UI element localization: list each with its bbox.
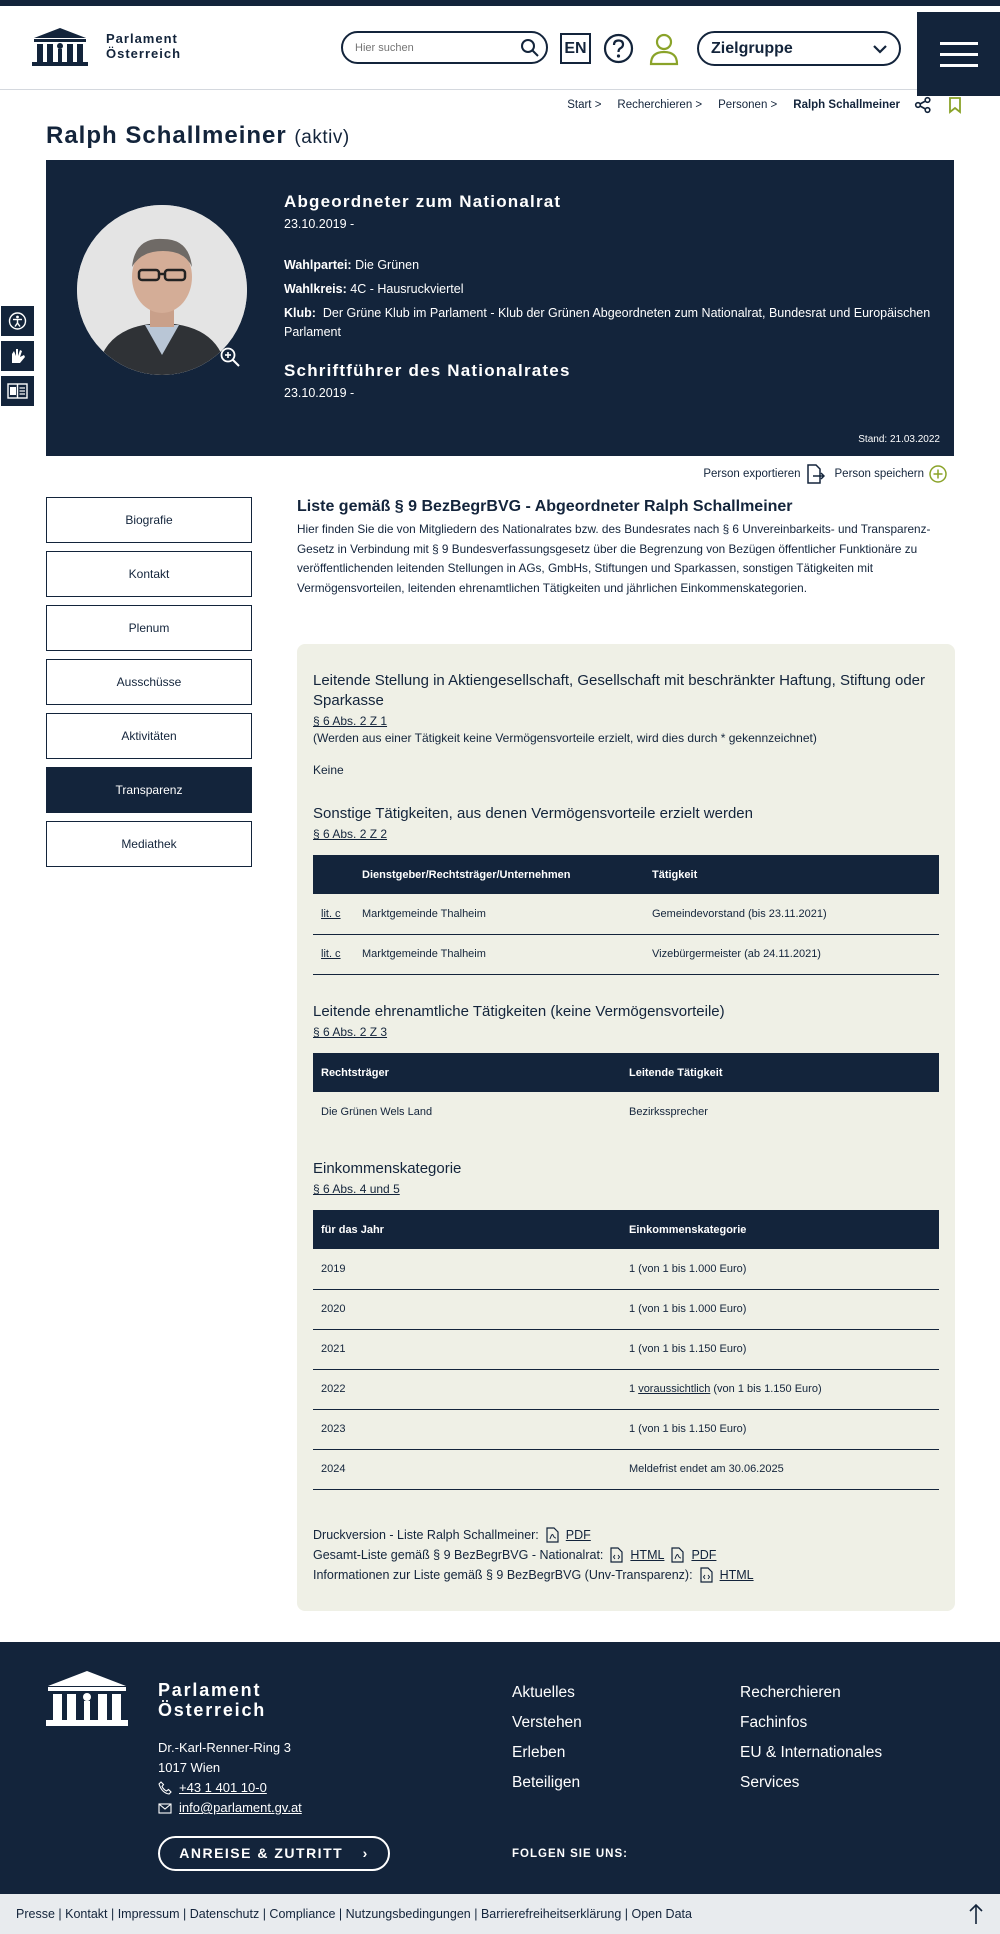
phone-link[interactable]: +43 1 401 10-0 [179, 1780, 267, 1795]
download-line-info [313, 1565, 939, 1585]
download-overall-html-link[interactable]: HTML [630, 1548, 665, 1562]
table-cell-category: Meldefrist endet am 30.06.2025 [621, 1449, 939, 1489]
role1-date: 23.10.2019 - [284, 217, 355, 231]
help-icon[interactable] [603, 33, 634, 64]
hamburger-line [940, 53, 978, 56]
audience-select-label: Zielgruppe [711, 39, 793, 57]
footer-link-fachinfos[interactable]: Fachinfos [740, 1714, 808, 1731]
section3-title: Leitende ehrenamtliche Tätigkeiten (keine Vermögensvorteile) [313, 1003, 725, 1020]
footer-address [158, 1738, 302, 1818]
table-cell-year: 2022 [313, 1369, 621, 1409]
download-info-label: Informationen zur Liste gemäß § 9 BezBegrBVG (Unv-Transparenz): [313, 1568, 693, 1582]
table-row [313, 1092, 939, 1132]
download-print-label: Druckversion - Liste Ralph Schallmeiner: [313, 1528, 539, 1542]
person-name: Ralph Schallmeiner [46, 122, 287, 149]
pdf-file-icon[interactable] [545, 1527, 560, 1543]
person-details [284, 256, 934, 342]
table-header-activity: Leitende Tätigkeit [621, 1053, 939, 1092]
footer-link-services[interactable]: Services [740, 1774, 800, 1791]
subnav-aktivitaeten[interactable]: Aktivitäten [46, 713, 252, 759]
transparency-intro-text: Hier finden Sie die von Mitgliedern des Nationalrates bzw. des Bundesrates nach § 6 Unvereinbarkeits- und Transparenz-Gesetz in Verbindung mit § 9 Bundesverfassungsgesetz über die Begrenzung von Bezügen öffentlicher Funktionäre zu veröffentlichenden leitenden Stellungen in AGs, GmbHs, Stiftungen und Sparkassen, sonstigen Tätigkeiten mit Vermögensvorteilen, leitenden ehrenamtlichen Tätigkeiten und jährlichen Einkommenskategorien. [297, 522, 931, 595]
site-header [0, 6, 1000, 90]
parliament-logo-icon[interactable] [46, 1668, 128, 1726]
breadcrumb-start[interactable]: Start > [567, 99, 602, 111]
legal-link-open-data[interactable]: Open Data [631, 1907, 692, 1921]
legal-links: Presse | Kontakt | Impressum | Datenschutz | Compliance | Nutzungsbedingungen | Barrierefreiheitserklärung | Open Data [16, 1907, 692, 1921]
section2-table [313, 855, 939, 975]
role-nationalrat [284, 192, 561, 231]
html-file-icon[interactable] [699, 1567, 714, 1583]
site-footer [0, 1642, 1000, 1894]
transparency-list-box [297, 644, 955, 1611]
book-icon [1, 376, 34, 406]
subnav-plenum[interactable]: Plenum [46, 605, 252, 651]
person-hero [46, 160, 954, 456]
section2-title: Sonstige Tätigkeiten, aus denen Vermögensvorteile erzielt werden [313, 805, 753, 822]
club-row [284, 304, 934, 342]
section4-title: Einkommenskategorie [313, 1160, 462, 1177]
footer-wordmark [158, 1680, 266, 1720]
phone-row [158, 1778, 302, 1798]
breadcrumb-personen[interactable]: Personen > [718, 99, 778, 111]
table-cell-org: Marktgemeinde Thalheim [354, 894, 644, 934]
subnav-kontakt[interactable]: Kontakt [46, 551, 252, 597]
category-range: (von 1 bis 1.150 Euro) [710, 1383, 822, 1395]
directions-access-button[interactable] [158, 1836, 390, 1871]
pdf-file-icon[interactable] [670, 1547, 685, 1563]
table-cell-year: 2020 [313, 1289, 621, 1329]
transparency-intro [297, 498, 955, 598]
data-as-of-date: Stand: 21.03.2022 [858, 434, 940, 445]
html-file-icon[interactable] [609, 1547, 624, 1563]
legal-link-kontakt[interactable]: Kontakt [65, 1907, 108, 1921]
phone-icon [158, 1781, 172, 1795]
sign-language-icon[interactable] [0, 340, 35, 372]
footer-name-line1: Parlament [158, 1680, 262, 1700]
chevron-right-icon: › [362, 1845, 369, 1861]
table-cell-year: 2023 [313, 1409, 621, 1449]
legal-links-bar [0, 1894, 1000, 1934]
follow-us-label: FOLGEN SIE UNS: [512, 1848, 628, 1860]
table-row [313, 1249, 939, 1289]
breadcrumb-current: Ralph Schallmeiner [793, 99, 900, 111]
footer-nav-col1 [512, 1678, 582, 1798]
table-cell-activity: Bezirkssprecher [629, 1106, 708, 1118]
zoom-in-icon[interactable] [219, 346, 241, 368]
table-cell-activity: Vizebürgermeister (ab 24.11.2021) [644, 934, 939, 974]
transparency-heading: Liste gemäß § 9 BezBegrBVG - Abgeordneter Ralph Schallmeiner [297, 498, 793, 515]
table-header-org: Dienstgeber/Rechtsträger/Unternehmen [354, 855, 644, 894]
role-schriftfuehrer [284, 361, 571, 400]
footer-link-verstehen[interactable]: Verstehen [512, 1714, 582, 1731]
logo-line2: Österreich [106, 46, 182, 61]
person-subnav [46, 497, 252, 875]
section1-note: (Werden aus einer Tätigkeit keine Vermögensvorteile erzielt, wird dies durch * gekennzeichnet) [313, 731, 817, 745]
mail-icon [158, 1801, 172, 1815]
person-status: (aktiv) [294, 127, 350, 148]
add-circle-icon[interactable] [928, 464, 948, 484]
download-overall-pdf-link[interactable]: PDF [691, 1548, 717, 1562]
expected-link[interactable]: voraussichtlich [638, 1383, 711, 1395]
role2-title: Schriftführer des Nationalrates [284, 361, 571, 380]
table-cell-category: 1 (von 1 bis 1.000 Euro) [621, 1289, 939, 1329]
export-document-icon[interactable] [805, 464, 825, 484]
accessibility-icon[interactable] [0, 305, 35, 337]
role2-date: 23.10.2019 - [284, 386, 355, 400]
table-row [313, 1409, 939, 1449]
download-line-print [313, 1525, 939, 1545]
party-label: Wahlpartei: [284, 258, 352, 272]
section2-ref-link[interactable]: § 6 Abs. 2 Z 2 [313, 827, 388, 841]
footer-name-line2: Österreich [158, 1700, 267, 1720]
table-header-year: für das Jahr [313, 1210, 621, 1249]
legal-link-barrierefreiheit[interactable]: Barrierefreiheitserklärung [480, 1907, 622, 1921]
logo-line1: Parlament [106, 31, 178, 46]
download-print-pdf-link[interactable]: PDF [565, 1528, 591, 1542]
hand-icon [1, 341, 34, 371]
legal-link-nutzungsbedingungen[interactable]: Nutzungsbedingungen [345, 1907, 471, 1921]
parliament-logo-icon [32, 26, 88, 66]
table-cell-org: Marktgemeinde Thalheim [354, 934, 644, 974]
share-icon[interactable] [914, 96, 932, 114]
table-cell-year: 2021 [313, 1329, 621, 1369]
download-info-html-link[interactable]: HTML [719, 1568, 754, 1582]
directions-access-label: ANREISE & ZUTRITT [179, 1845, 344, 1861]
accessibility-tools [0, 305, 36, 410]
table-header-category: Einkommenskategorie [621, 1210, 939, 1249]
footer-link-beteiligen[interactable]: Beteiligen [512, 1774, 581, 1791]
export-person-link[interactable]: Person exportieren [703, 468, 801, 480]
section1-title: Leitende Stellung in Aktiengesellschaft, Gesellschaft mit beschränkter Haftung, Stiftung oder Sparkasse [313, 672, 926, 709]
table-cell-category: 1 (von 1 bis 1.150 Euro) [621, 1329, 939, 1369]
download-overall-label: Gesamt-Liste gemäß § 9 BezBegrBVG - Nationalrat: [313, 1548, 604, 1562]
bookmark-icon[interactable] [946, 96, 964, 114]
table-header-row [313, 1053, 939, 1092]
section-ehrenamtliche-taetigkeiten [313, 1002, 939, 1132]
table-row [313, 1289, 939, 1329]
table-row [313, 1449, 939, 1489]
footer-link-recherchieren[interactable]: Recherchieren [740, 1684, 841, 1701]
legal-link-datenschutz[interactable]: Datenschutz [189, 1907, 260, 1921]
section3-ref-link[interactable]: § 6 Abs. 2 Z 3 [313, 1025, 388, 1039]
chevron-down-icon [873, 44, 887, 54]
club-value: Der Grüne Klub im Parlament - Klub der Grünen Abgeordneten zum Nationalrat, Bundesrat und Europäischen Parlament [284, 306, 931, 339]
subnav-biografie[interactable]: Biografie [46, 497, 252, 543]
income-table [313, 1210, 939, 1490]
district-label: Wahlkreis: [284, 282, 347, 296]
table-cell-year: 2024 [313, 1449, 621, 1489]
legal-link-impressum[interactable]: Impressum [117, 1907, 180, 1921]
category-value: 1 [629, 1383, 639, 1395]
table-header-activity: Tätigkeit [644, 855, 939, 894]
table-cell-year: 2019 [313, 1249, 621, 1289]
subnav-mediathek[interactable]: Mediathek [46, 821, 252, 867]
table-header-row [313, 855, 939, 894]
address-street: Dr.-Karl-Renner-Ring 3 [158, 1740, 291, 1755]
table-row [313, 894, 939, 934]
section1-ref-link[interactable]: § 6 Abs. 2 Z 1 [313, 714, 388, 728]
district-row [284, 280, 934, 299]
section-sonstige-taetigkeiten [313, 804, 939, 975]
table-row [313, 1329, 939, 1369]
section-einkommenskategorie [313, 1159, 939, 1490]
table-row [313, 934, 939, 974]
email-link[interactable]: info@parlament.gv.at [179, 1800, 302, 1815]
download-links [313, 1525, 939, 1585]
table-cell-category: 1 (von 1 bis 1.000 Euro) [621, 1249, 939, 1289]
subnav-transparenz[interactable]: Transparenz [46, 767, 252, 813]
easy-language-icon[interactable] [0, 375, 35, 407]
lit-link[interactable]: lit. c [313, 934, 354, 974]
breadcrumb-recherchieren[interactable]: Recherchieren > [617, 99, 703, 111]
club-label: Klub: [284, 306, 316, 320]
search-icon[interactable] [520, 38, 540, 58]
language-switch-button[interactable]: EN [560, 33, 591, 64]
table-cell-org: Die Grünen Wels Land [321, 1106, 433, 1118]
party-row [284, 256, 934, 275]
lit-link[interactable]: lit. c [313, 894, 354, 934]
page-title [46, 122, 350, 150]
table-header-lit [313, 855, 354, 894]
scroll-to-top-icon[interactable] [966, 1902, 986, 1926]
footer-nav-col2 [740, 1678, 882, 1798]
hamburger-line [940, 64, 978, 67]
user-account-icon[interactable] [648, 32, 680, 66]
legal-link-compliance[interactable]: Compliance [269, 1907, 336, 1921]
main-menu-button[interactable] [917, 12, 1000, 96]
legal-link-presse[interactable]: Presse [16, 1907, 55, 1921]
audience-select[interactable] [697, 31, 901, 66]
footer-link-eu-internationales[interactable]: EU & Internationales [740, 1744, 883, 1761]
logo-wordmark [106, 31, 181, 61]
address-city: 1017 Wien [158, 1760, 221, 1775]
site-logo[interactable] [32, 26, 181, 66]
section4-ref-link[interactable]: § 6 Abs. 4 und 5 [313, 1182, 400, 1196]
footer-link-aktuelles[interactable]: Aktuelles [512, 1684, 575, 1701]
breadcrumb [551, 96, 964, 114]
subnav-ausschuesse[interactable]: Ausschüsse [46, 659, 252, 705]
email-row [158, 1798, 302, 1818]
section1-value: Keine [313, 763, 344, 777]
footer-link-erleben[interactable]: Erleben [512, 1744, 566, 1761]
table-header-org: Rechtsträger [313, 1053, 621, 1092]
table-row [313, 1369, 939, 1409]
table-header-row [313, 1210, 939, 1249]
accessibility-person-icon [1, 306, 34, 336]
party-value: Die Grünen [355, 258, 420, 272]
table-cell-activity: Gemeindevorstand (bis 23.11.2021) [644, 894, 939, 934]
download-line-overall [313, 1545, 939, 1565]
table-cell-category [621, 1369, 939, 1409]
section3-table [313, 1053, 939, 1132]
district-value: 4C - Hausruckviertel [350, 282, 464, 296]
search-input[interactable] [341, 31, 548, 64]
section-leitende-stellung [313, 671, 939, 777]
hamburger-line [940, 42, 978, 45]
person-actions [703, 464, 948, 484]
table-cell-category: 1 (von 1 bis 1.150 Euro) [621, 1409, 939, 1449]
save-person-link[interactable]: Person speichern [834, 468, 924, 480]
role1-title: Abgeordneter zum Nationalrat [284, 192, 562, 211]
